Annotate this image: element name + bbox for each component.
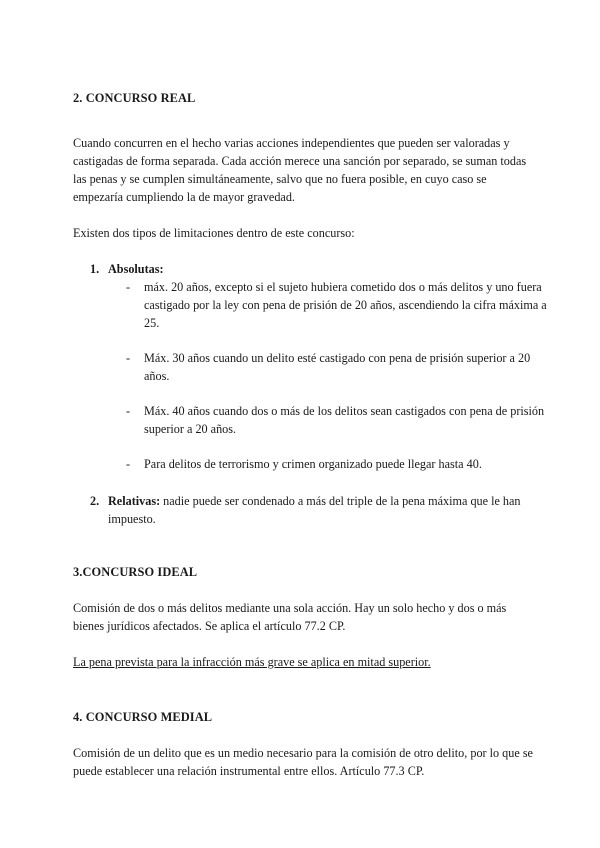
dash-bullet: - xyxy=(126,351,131,365)
document-content xyxy=(73,89,547,780)
relativas-label: Relativas: xyxy=(108,494,161,508)
dash-bullet: - xyxy=(126,404,131,418)
section-heading-concurso-medial: 4. CONCURSO MEDIAL xyxy=(73,710,213,724)
list-item xyxy=(108,349,554,385)
concurso-real-intro: Cuando concurren en el hecho varias acciones independientes que pueden ser valoradas y castigadas de forma separada. Cada acción merece una sanción por separado, se suman todas las penas y se cumplen simultáneamente, salvo que no fuera posible, en cuyo caso se empezaría cumpliendo la de mayor gravedad. xyxy=(73,136,527,204)
types-intro: Existen dos tipos de limitaciones dentro de este concurso: xyxy=(73,226,355,240)
list-item-relativas xyxy=(73,492,533,528)
concurso-ideal-underlined-note: La pena prevista para la infracción más grave se aplica en mitad superior. xyxy=(73,655,431,669)
list-number: 2. xyxy=(90,494,100,508)
limit-text: Máx. 30 años cuando un delito esté castigado con pena de prisión superior a 20 años. xyxy=(144,351,531,383)
list-item xyxy=(108,402,554,438)
section-heading-concurso-real: 2. CONCURSO REAL xyxy=(73,91,196,105)
list-item xyxy=(108,455,554,473)
limit-text: Para delitos de terrorismo y crimen organizado puede llegar hasta 40. xyxy=(144,457,482,471)
list-item-absolutas xyxy=(73,260,547,473)
dash-bullet: - xyxy=(126,457,131,471)
concurso-ideal-text: Comisión de dos o más delitos mediante una sola acción. Hay un solo hecho y dos o más bienes jurídicos afectados. Se aplica el artículo 77.2 CP. xyxy=(73,601,507,633)
list-item xyxy=(108,278,554,332)
concurso-medial-text: Comisión de un delito que es un medio necesario para la comisión de otro delito, por lo que se puede establecer una relación instrumental entre ellos. Artículo 77.3 CP. xyxy=(73,746,533,778)
limit-text: máx. 20 años, excepto si el sujeto hubiera cometido dos o más delitos y uno fuera castigado por la ley con pena de prisión de 20 años, ascendiendo la cifra máxima a 25. xyxy=(144,280,547,330)
limitation-types-list xyxy=(73,260,547,528)
absolutas-label: Absolutas: xyxy=(108,262,164,276)
relativas-text: nadie puede ser condenado a más del triple de la pena máxima que le han impuesto. xyxy=(108,494,521,526)
limit-text: Máx. 40 años cuando dos o más de los delitos sean castigados con pena de prisión superior a 20 años. xyxy=(144,404,545,436)
section-heading-concurso-ideal: 3.CONCURSO IDEAL xyxy=(73,565,198,579)
dash-bullet: - xyxy=(126,280,131,294)
absolutas-limits-list xyxy=(108,278,547,473)
list-number: 1. xyxy=(90,262,100,276)
